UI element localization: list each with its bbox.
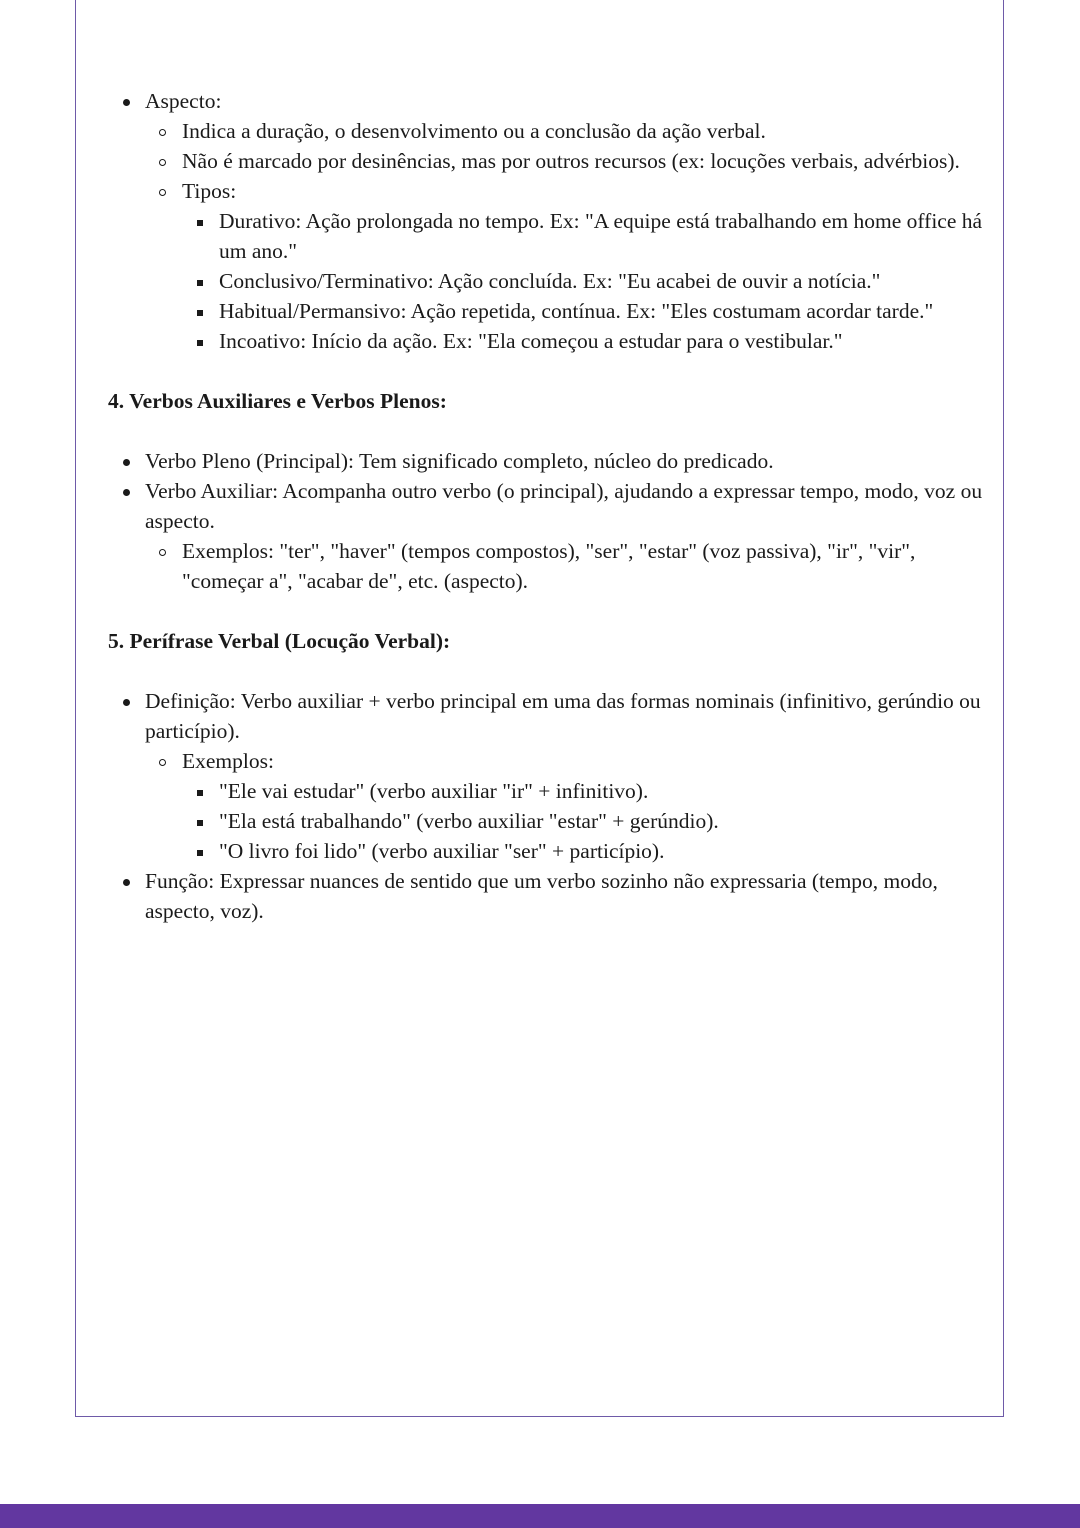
square-bullet-icon (182, 836, 219, 866)
list-item-text: Indica a duração, o desenvolvimento ou a conclusão da ação verbal. (182, 119, 766, 143)
list-item (182, 806, 988, 836)
disc-bullet-icon (108, 686, 145, 716)
list-item (182, 266, 988, 296)
list-item-text: Habitual/Permansivo: Ação repetida, contínua. Ex: "Eles costumam acordar tarde." (219, 299, 934, 323)
list-item-text: "Ele vai estudar" (verbo auxiliar "ir" + infinitivo). (219, 779, 649, 803)
circle-bullet-icon (145, 176, 182, 206)
list-item (145, 176, 988, 356)
square-bullet-icon (182, 266, 219, 296)
list-item (145, 116, 988, 146)
list-item-text: Não é marcado por desinências, mas por outros recursos (ex: locuções verbais, advérbios). (182, 149, 960, 173)
list-item-text: Verbo Auxiliar: Acompanha outro verbo (o principal), ajudando a expressar tempo, modo, voz ou aspecto. (145, 479, 983, 533)
list-item (145, 146, 988, 176)
tipos-list (182, 206, 988, 356)
footer-bar (0, 1504, 1080, 1528)
list-item-text: Verbo Pleno (Principal): Tem significado completo, núcleo do predicado. (145, 449, 774, 473)
list-item (182, 836, 988, 866)
square-bullet-icon (182, 296, 219, 326)
aspecto-list (108, 86, 988, 356)
disc-bullet-icon (108, 476, 145, 506)
list-item-text: Função: Expressar nuances de sentido que um verbo sozinho não expressaria (tempo, modo, aspecto, voz). (145, 869, 938, 923)
list-item-text: "O livro foi lido" (verbo auxiliar "ser" + particípio). (219, 839, 665, 863)
list-item-text: Conclusivo/Terminativo: Ação concluída. Ex: "Eu acabei de ouvir a notícia." (219, 269, 881, 293)
list-item (108, 86, 988, 356)
list-item (108, 476, 988, 596)
exemplos-label: Exemplos: (182, 749, 274, 773)
list-item (145, 536, 988, 596)
aspecto-sublist (145, 116, 988, 356)
square-bullet-icon (182, 776, 219, 806)
list-item (182, 206, 988, 266)
list-item (108, 866, 988, 926)
list-item (182, 326, 988, 356)
list-item-text: Exemplos: "ter", "haver" (tempos compostos), "ser", "estar" (voz passiva), "ir", "vir", "começar a", "acabar de", etc. (aspecto). (182, 539, 916, 593)
list-item-text: "Ela está trabalhando" (verbo auxiliar "estar" + gerúndio). (219, 809, 719, 833)
square-bullet-icon (182, 326, 219, 356)
circle-bullet-icon (145, 146, 182, 176)
disc-bullet-icon (108, 866, 145, 896)
square-bullet-icon (182, 206, 219, 236)
disc-bullet-icon (108, 446, 145, 476)
list-item (182, 296, 988, 326)
section4-sublist (145, 536, 988, 596)
aspecto-label: Aspecto: (145, 89, 222, 113)
list-item (108, 686, 988, 866)
section-heading: 5. Perífrase Verbal (Locução Verbal): (108, 629, 451, 653)
document-content (108, 86, 988, 926)
list-item-text: Durativo: Ação prolongada no tempo. Ex: "A equipe está trabalhando em home office há um ano." (219, 209, 983, 263)
list-item (108, 446, 988, 476)
section4-list (108, 446, 988, 596)
list-item (182, 776, 988, 806)
circle-bullet-icon (145, 116, 182, 146)
section5-list (108, 686, 988, 926)
circle-bullet-icon (145, 536, 182, 566)
list-item (145, 746, 988, 866)
section-heading: 4. Verbos Auxiliares e Verbos Plenos: (108, 389, 447, 413)
list-item-text: Incoativo: Início da ação. Ex: "Ela começou a estudar para o vestibular." (219, 329, 843, 353)
circle-bullet-icon (145, 746, 182, 776)
tipos-label: Tipos: (182, 179, 237, 203)
section5-sublist (145, 746, 988, 866)
exemplos-list (182, 776, 988, 866)
square-bullet-icon (182, 806, 219, 836)
list-item-text: Definição: Verbo auxiliar + verbo principal em uma das formas nominais (infinitivo, gerúndio ou particípio). (145, 689, 981, 743)
disc-bullet-icon (108, 86, 145, 116)
